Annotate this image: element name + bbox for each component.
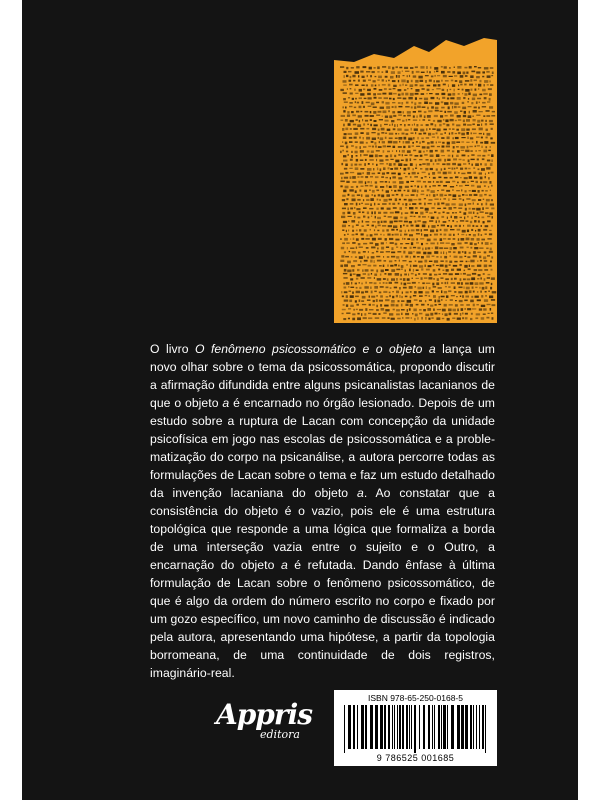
blurb-text-2: é encarnado no órgão lesionado. Depois de um estudo sobre a ruptura de Lacan com concepção da unidade psicofísica em jogo nas escolas de psicossomática e a problematização do corpo na psicanálise, a autora percorre todas as formulações de Lacan sobre o tema e faz um estudo detalhado da invenção lacaniana do objeto bbox=[150, 396, 495, 500]
blurb-book-title: O fenômeno psicossomático e o objeto a bbox=[195, 342, 436, 356]
blurb-object-a: a bbox=[357, 486, 364, 500]
isbn-label: ISBN 978-65-250-0168-5 bbox=[368, 693, 463, 703]
blurb-text-3: . Ao constatar que a consistência do objeto é o vazio, pois ele é uma estrutura topológica que responde a uma lógica que formaliza a borda de uma interseção vazia entre o sujeito e o Outro, a encarnação do objeto bbox=[150, 486, 495, 572]
barcode-bars bbox=[342, 705, 489, 753]
blurb-text-4: é refutada. Dando ênfase à última formulação de Lacan sobre o fenômeno psicossomático, de que é algo da ordem do número escrito no corpo e fixado por um gozo específico, um novo caminho de discussão é indicado pela autora, apresentando uma hipótese, a partir da topologia borromeana, de uma continuidade de dois registros, imaginário-real. bbox=[150, 558, 495, 680]
blurb-object-a: a bbox=[222, 396, 230, 410]
book-blurb bbox=[150, 340, 495, 682]
blurb-object-a: a bbox=[280, 558, 288, 572]
barcode-digits: 9 786525 001685 bbox=[376, 753, 455, 763]
publisher-name: Appris bbox=[216, 698, 313, 731]
back-cover bbox=[22, 0, 578, 800]
blurb-intro: O livro bbox=[150, 342, 195, 356]
rosetta-stone-illustration bbox=[334, 0, 497, 323]
publisher-subtitle: editora bbox=[260, 728, 300, 741]
hieroglyph-texture bbox=[334, 0, 497, 323]
blurb-text-1: lança um novo olhar sobre o tema da psicossomática, propondo discutir a afirmação difundida entre alguns psicanalistas lacanianos de que o objeto bbox=[150, 342, 496, 410]
isbn-barcode bbox=[334, 690, 497, 766]
publisher-logo bbox=[216, 698, 316, 750]
